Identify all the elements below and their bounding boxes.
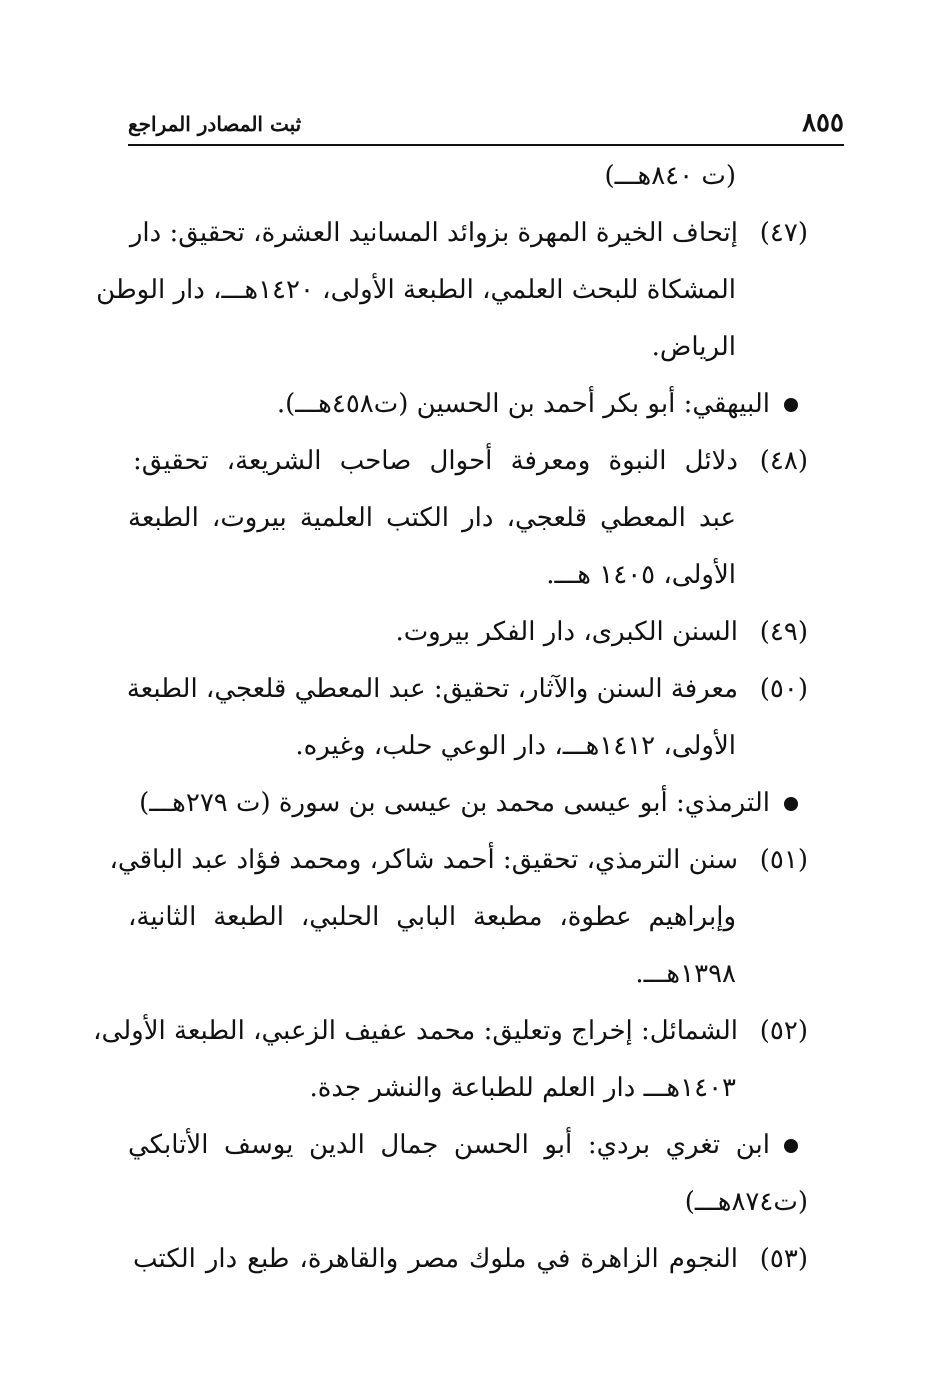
author-heading-text: البيهقي: أبو بكر أحمد بن الحسين (ت٤٥٨هـــ). bbox=[276, 389, 770, 419]
bibliography-entry-53 bbox=[128, 1231, 808, 1288]
bibliography-entry-50 bbox=[128, 661, 808, 775]
page-number: ٨٥٥ bbox=[802, 108, 844, 138]
entry-text-line: دلائل النبوة ومعرفة أحوال صاحب الشريعة، تحقيق: bbox=[133, 446, 738, 476]
entry-text-line: وإبراهيم عطوة، مطبعة البابي الحلبي، الطبعة الثانية، bbox=[128, 902, 736, 932]
author-heading-text: ابن تغري بردي: أبو الحسن جمال الدين يوسف الأتابكي bbox=[128, 1130, 770, 1160]
running-title: ثبت المصادر المراجع bbox=[128, 112, 302, 136]
entry-text-line: السنن الكبرى، دار الفكر بيروت. bbox=[395, 617, 738, 647]
bibliography-entry-48 bbox=[128, 433, 808, 604]
bibliography-entry-47 bbox=[96, 205, 808, 376]
entry-number: (٤٧) bbox=[759, 218, 808, 248]
author-heading bbox=[128, 376, 808, 433]
bullet-icon bbox=[784, 398, 798, 412]
entry-text-line: الرياض. bbox=[651, 332, 736, 362]
bibliography-entry-49 bbox=[128, 604, 808, 661]
author-heading-text: الترمذي: أبو عيسى محمد بن عيسى بن سورة (ت ٢٧٩هـــ) bbox=[139, 788, 770, 818]
entry-number: (٤٨) bbox=[759, 446, 808, 476]
bibliography-entry-52 bbox=[93, 1003, 808, 1117]
author-heading bbox=[128, 1117, 808, 1174]
author-heading bbox=[128, 775, 808, 832]
author-heading-continuation: (ت٨٧٤هـــ) bbox=[684, 1187, 808, 1217]
page-header bbox=[128, 108, 844, 146]
page-body bbox=[93, 148, 808, 1288]
entry-text-line: سنن الترمذي، تحقيق: أحمد شاكر، ومحمد فؤاد عبد الباقي، bbox=[109, 845, 738, 875]
entry-number: (٥١) bbox=[759, 845, 808, 875]
entry-text-line: إتحاف الخيرة المهرة بزوائد المسانيد العشرة، تحقيق: دار bbox=[129, 218, 738, 248]
entry-number: (٥٢) bbox=[759, 1016, 808, 1046]
entry-text-line: ١٣٩٨هـــ. bbox=[635, 959, 736, 989]
text-line: (ت ٨٤٠هـــ) bbox=[604, 161, 736, 191]
entry-text-line: معرفة السنن والآثار، تحقيق: عبد المعطي قلعجي، الطبعة bbox=[126, 674, 738, 704]
entry-text-line: عبد المعطي قلعجي، دار الكتب العلمية بيروت، الطبعة bbox=[128, 503, 736, 533]
entry-text-line: المشكاة للبحث العلمي، الطبعة الأولى، ١٤٢٠هـــ، دار الوطن bbox=[96, 275, 736, 305]
bibliography-entry-51 bbox=[109, 832, 808, 1003]
entry-text-line: ١٤٠٣هـــ دار العلم للطباعة والنشر جدة. bbox=[309, 1073, 736, 1103]
entry-number: (٥٣) bbox=[759, 1244, 808, 1274]
entry-number: (٤٩) bbox=[759, 617, 808, 647]
entry-number: (٥٠) bbox=[759, 674, 808, 704]
entry-text-line: الأولى، ١٤١٢هـــ، دار الوعي حلب، وغيره. bbox=[295, 731, 736, 761]
bullet-icon bbox=[784, 797, 798, 811]
entry-text-line: النجوم الزاهرة في ملوك مصر والقاهرة، طبع دار الكتب bbox=[133, 1244, 738, 1274]
bullet-icon bbox=[784, 1139, 798, 1153]
entry-text-line: الشمائل: إخراج وتعليق: محمد عفيف الزعبي، الطبعة الأولى، bbox=[93, 1016, 738, 1046]
entry-text-line: الأولى، ١٤٠٥ هـــ. bbox=[546, 560, 736, 590]
